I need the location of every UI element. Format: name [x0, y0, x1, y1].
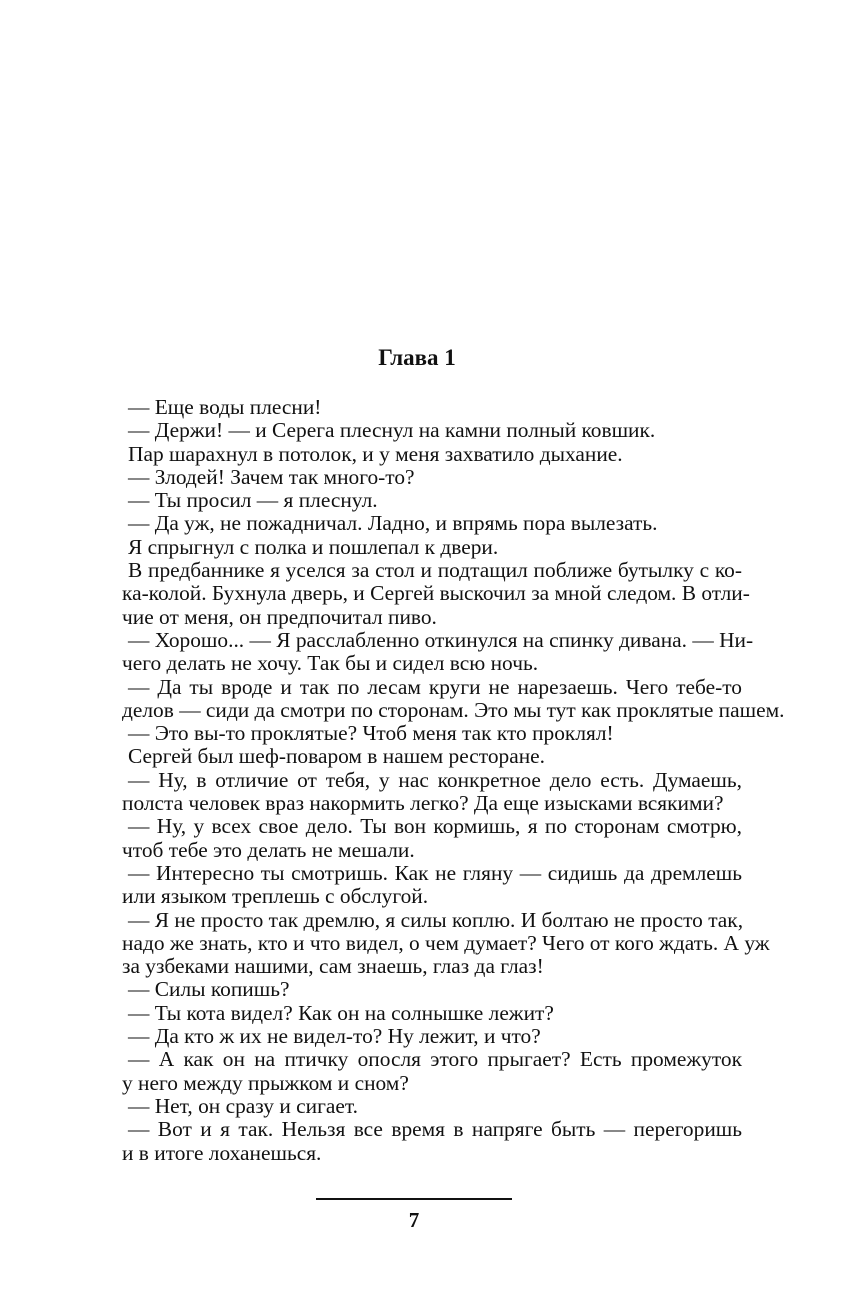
text-line: — Ну, в отличие от тебя, у нас конкретное дело есть. Думаешь,	[128, 767, 742, 792]
text-line: — Да ты вроде и так по лесам круги не нарезаешь. Чего тебе-то	[128, 674, 742, 699]
text-line: и в итоге лоханешься.	[122, 1140, 322, 1165]
paragraph	[122, 1002, 742, 1025]
chapter-text	[122, 395, 785, 1165]
text-line: — Интересно ты смотришь. Как не гляну — сидишь да дремлешь	[128, 860, 742, 885]
paragraph	[122, 419, 742, 442]
text-line: — Вот и я так. Нельзя все время в напряге быть — перегоришь	[128, 1117, 742, 1142]
chapter-title: Глава 1	[378, 345, 456, 370]
text-line: — Держи! — и Серега плеснул на камни полный ковшик.	[128, 418, 656, 443]
paragraph	[122, 1025, 742, 1048]
text-line: Я спрыгнул с полка и пошлепал к двери.	[128, 534, 499, 559]
text-line: — Я не просто так дремлю, я силы коплю. И болтаю не просто так,	[128, 907, 744, 932]
text-line: надо же знать, кто и что видел, о чем думает? Чего от кого ждать. А уж	[122, 930, 770, 955]
text-line: полста человек враз накормить легко? Да еще изысками всякими?	[122, 791, 724, 816]
text-line: — Злодей! Зачем так много-то?	[128, 464, 415, 489]
paragraph	[122, 558, 750, 629]
text-line: Сергей был шеф-поваром в нашем ресторане.	[128, 744, 546, 769]
text-line: Пар шарахнул в потолок, и у меня захватило дыхание.	[128, 441, 623, 466]
text-line: — Ты просил — я плеснул.	[128, 488, 378, 513]
text-line: или языком треплешь с обслугой.	[122, 884, 429, 909]
text-line: — Еще воды плесни!	[128, 395, 322, 419]
paragraph	[122, 1048, 742, 1095]
text-line: чие от меня, он предпочитал пиво.	[122, 604, 437, 629]
text-line: — Ну, у всех свое дело. Ты вон кормишь, я по сторонам смотрю,	[128, 814, 742, 839]
paragraph	[122, 907, 770, 979]
paragraph	[122, 536, 742, 559]
text-line: — Ты кота видел? Как он на солнышке лежит?	[128, 1000, 554, 1025]
text-line: — Хорошо... — Я расслабленно откинулся на спинку дивана. — Ни-	[128, 627, 754, 652]
text-line: делов — сиди да смотри по сторонам. Это мы тут как проклятые пашем.	[122, 697, 785, 722]
paragraph	[122, 489, 742, 512]
paragraph	[122, 862, 742, 909]
paragraph	[122, 978, 742, 1001]
text-line: — Да уж, не пожадничал. Ладно, и впрямь пора вылезать.	[128, 511, 658, 536]
text-line: чтоб тебе это делать не мешали.	[122, 837, 415, 862]
text-line: — Нет, он сразу и сигает.	[128, 1093, 358, 1118]
paragraph	[122, 815, 742, 862]
paragraph	[122, 443, 742, 466]
paragraph	[122, 769, 742, 816]
paragraph	[122, 1095, 742, 1118]
paragraph	[122, 512, 742, 535]
paragraph	[122, 745, 742, 768]
text-line: чего делать не хочу. Так бы и сидел всю ночь.	[122, 651, 539, 676]
text-line: — Это вы-то проклятые? Чтоб меня так кто проклял!	[128, 721, 614, 746]
text-line: ка-колой. Бухнула дверь, и Сергей выскочил за мной следом. В отли-	[122, 581, 750, 606]
paragraph	[122, 396, 742, 419]
text-line: — Да кто ж их не видел-то? Ну лежит, и что?	[128, 1024, 541, 1049]
paragraph	[122, 1118, 742, 1165]
text-line: В предбаннике я уселся за стол и подтащил поближе бутылку с ко-	[128, 558, 742, 583]
text-line: — А как он на птичку опосля этого прыгает? Есть промежуток	[128, 1047, 742, 1072]
paragraph	[122, 722, 742, 745]
text-line: за узбеками нашими, сам знаешь, глаз да глаз!	[122, 954, 544, 979]
footer-divider	[316, 1198, 512, 1200]
paragraph	[122, 674, 785, 723]
paragraph	[122, 627, 754, 676]
text-line: у него между прыжком и сном?	[122, 1070, 409, 1095]
text-line: — Силы копишь?	[128, 977, 290, 1002]
page-number: 7	[408, 1208, 420, 1232]
paragraph	[122, 466, 742, 489]
